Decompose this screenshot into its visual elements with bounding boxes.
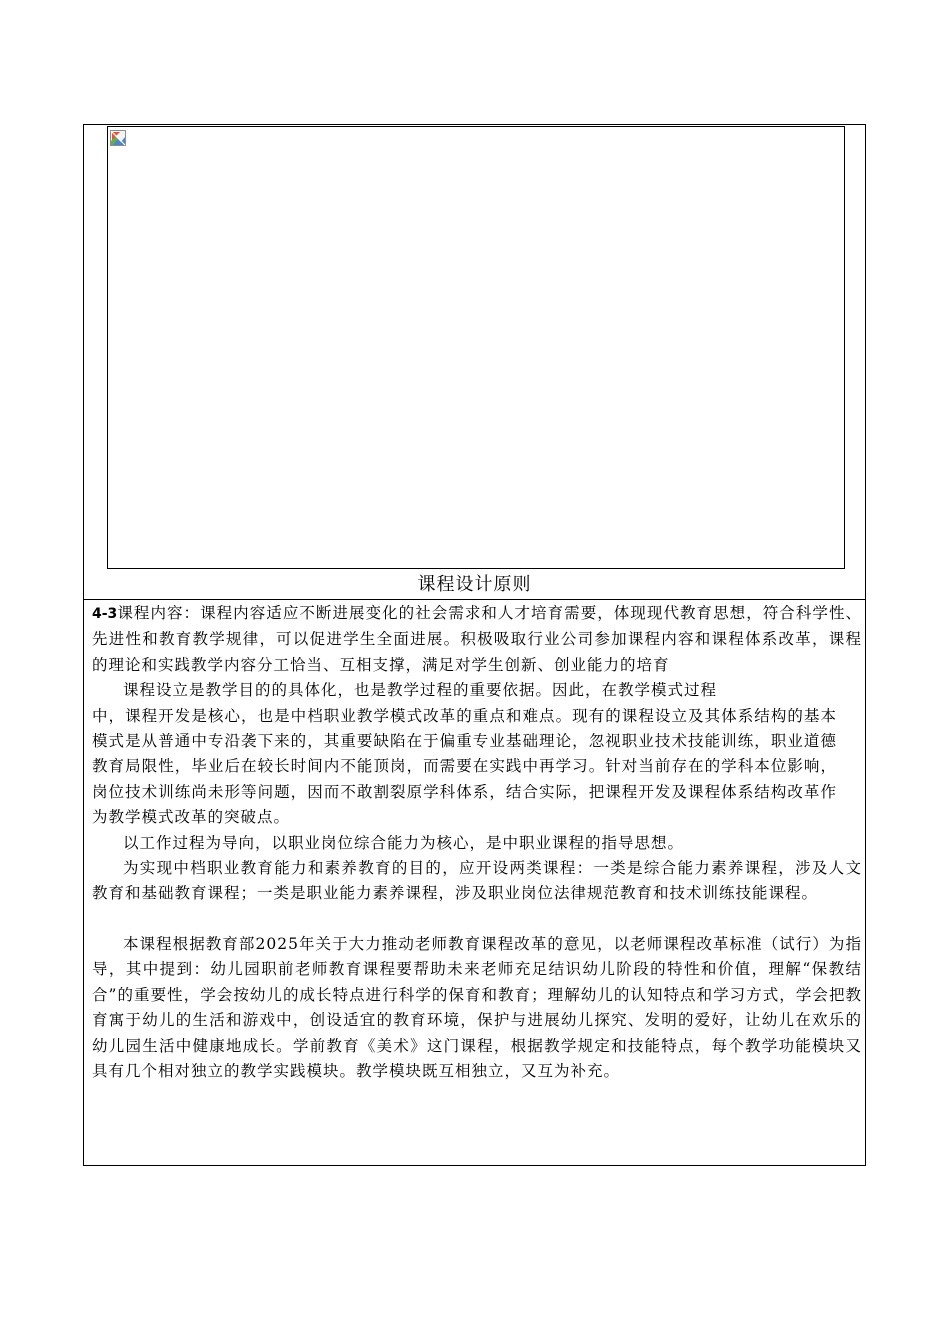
paragraph-course-setting-first-line: 课程设立是教学目的的具体化，也是教学过程的重要依据。因此，在教学模式过程 bbox=[123, 681, 718, 700]
broken-image-icon bbox=[110, 130, 126, 146]
paragraph-guiding-idea: 以工作过程为导向，以职业岗位综合能力为核心，是中职业课程的指导思想。 bbox=[123, 833, 685, 852]
body-content bbox=[92, 601, 862, 1084]
blank-line bbox=[92, 907, 862, 932]
paragraph-course-content-text: 课程内容：课程内容适应不断进展变化的社会需求和人才培育需要，体现现代教育思想，符合科学性、先进性和教育教学规律，可以促进学生全面进展。积极吸取行业公司参加课程内容和课程体系改革，课程的理论和实践教学内容分工恰当、互相支撑，满足对学生创新、创业能力的培育 bbox=[92, 604, 862, 674]
image-placeholder bbox=[107, 126, 845, 569]
section-number: 4-3 bbox=[92, 606, 118, 622]
paragraph-curriculum-basis: 本课程根据教育部2025年关于大力推动老师教育课程改革的意见，以老师课程改革标准（试行）为指导，其中提到：幼儿园职前老师教育课程要帮助未来老师充足结识幼儿阶段的特性和价值，理解“保教结合”的重要性，学会按幼儿的成长特点进行科学的保育和教育；理解幼儿的认知特点和学习方式，学会把教育寓于幼儿的生活和游戏中，创设适宜的教育环境，保护与进展幼儿探究、发明的爱好，让幼儿在欢乐的幼儿园生活中健康地成长。学前教育《美术》这门课程，根据教学规定和技能特点，每个教学功能模块又具有几个相对独立的教学实践模块。教学模块既互相独立，又互为补充。 bbox=[92, 934, 862, 1080]
document-table bbox=[83, 124, 866, 1166]
paragraph-course-content bbox=[92, 601, 862, 678]
paragraph-two-course-types: 为实现中档职业教育能力和素养教育的目的，应开设两类课程：一类是综合能力素养课程，涉及人文教育和基础教育课程；一类是职业能力素养课程，涉及职业岗位法律规范教育和技术训练技能课程。 bbox=[92, 859, 862, 903]
paragraph-course-setting: 中，课程开发是核心，也是中档职业教学模式改革的重点和难点。现有的课程设立及其体系结构的基本模式是从普通中专沿袭下来的，其重要缺陷在于偏重专业基础理论，忽视职业技术技能训练，职业道德教育局限性，毕业后在较长时间内不能顶岗，而需要在实践中再学习。针对当前存在的学科本位影响，岗位技术训练尚未形等问题，因而不敢割裂原学科体系，结合实际，把课程开发及课程体系结构改革作为教学模式改革的突破点。 bbox=[92, 706, 837, 827]
row-divider bbox=[84, 599, 865, 600]
paragraph-course-setting-intro bbox=[92, 678, 862, 703]
section-title: 课程设计原则 bbox=[417, 574, 532, 595]
